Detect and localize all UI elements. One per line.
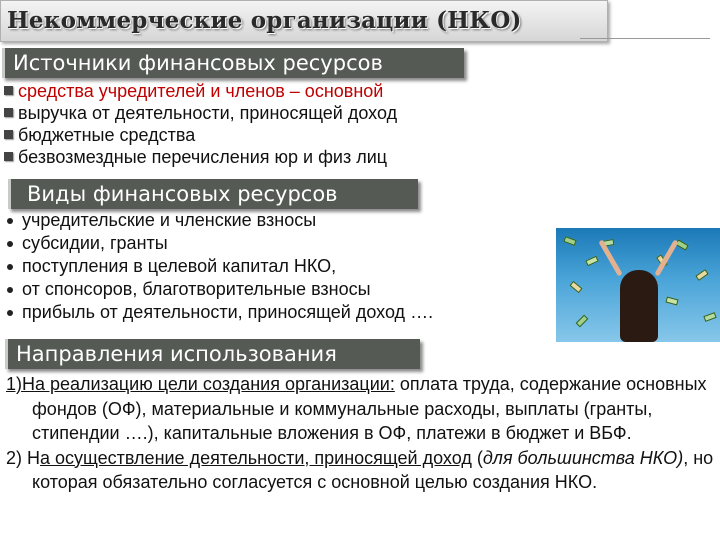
title-bar	[0, 0, 608, 42]
money-rain-photo	[556, 228, 720, 342]
list-item: выручка от деятельности, приносящей доход	[4, 102, 397, 124]
list-item: субсидии, гранты	[6, 232, 433, 255]
list-item: поступления в целевой капитал НКО,	[6, 255, 433, 278]
page-title: Некоммерческие организации (НКО)	[7, 7, 522, 34]
woman-figure	[620, 270, 658, 342]
list-item: от спонсоров, благотворительные взносы	[6, 278, 433, 301]
usage-paragraph-2	[6, 446, 718, 495]
divider-line	[580, 38, 710, 39]
sources-list	[4, 80, 397, 168]
usage-text	[6, 372, 718, 495]
usage-p2-italic: для большинства НКО)	[482, 447, 684, 468]
usage-p2-space: (	[471, 447, 483, 468]
usage-heading: Направления использования	[5, 339, 420, 369]
usage-p1-lead: 1)На реализацию цели создания организации:	[6, 374, 395, 394]
kinds-list	[6, 209, 433, 324]
list-item: средства учредителей и членов – основной	[4, 80, 397, 102]
list-item: безвозмездные перечисления юр и физ лиц	[4, 146, 397, 168]
usage-p2-start: 2) Н	[6, 447, 41, 468]
list-item: бюджетные средства	[4, 124, 397, 146]
usage-p2-underlined: а осуществление деятельности, приносящей доход	[40, 447, 472, 468]
usage-p2-rest: , но которая обязательно согласуется с основной целью создания НКО.	[32, 447, 714, 492]
sources-heading: Источники финансовых ресурсов	[2, 48, 464, 78]
list-item: учредительские и членские взносы	[6, 209, 433, 232]
list-item: прибыль от деятельности, приносящей доход ….	[6, 301, 433, 324]
kinds-heading: Виды финансовых ресурсов	[8, 179, 418, 209]
usage-p1-rest: оплата труда, содержание основных фондов (ОФ), материальные и коммунальные расходы, выплаты (гранты, стипендии ….), капитальные вложения в ОФ, платежи в бюджет и ВБФ.	[32, 374, 707, 443]
usage-paragraph-1	[6, 372, 718, 446]
